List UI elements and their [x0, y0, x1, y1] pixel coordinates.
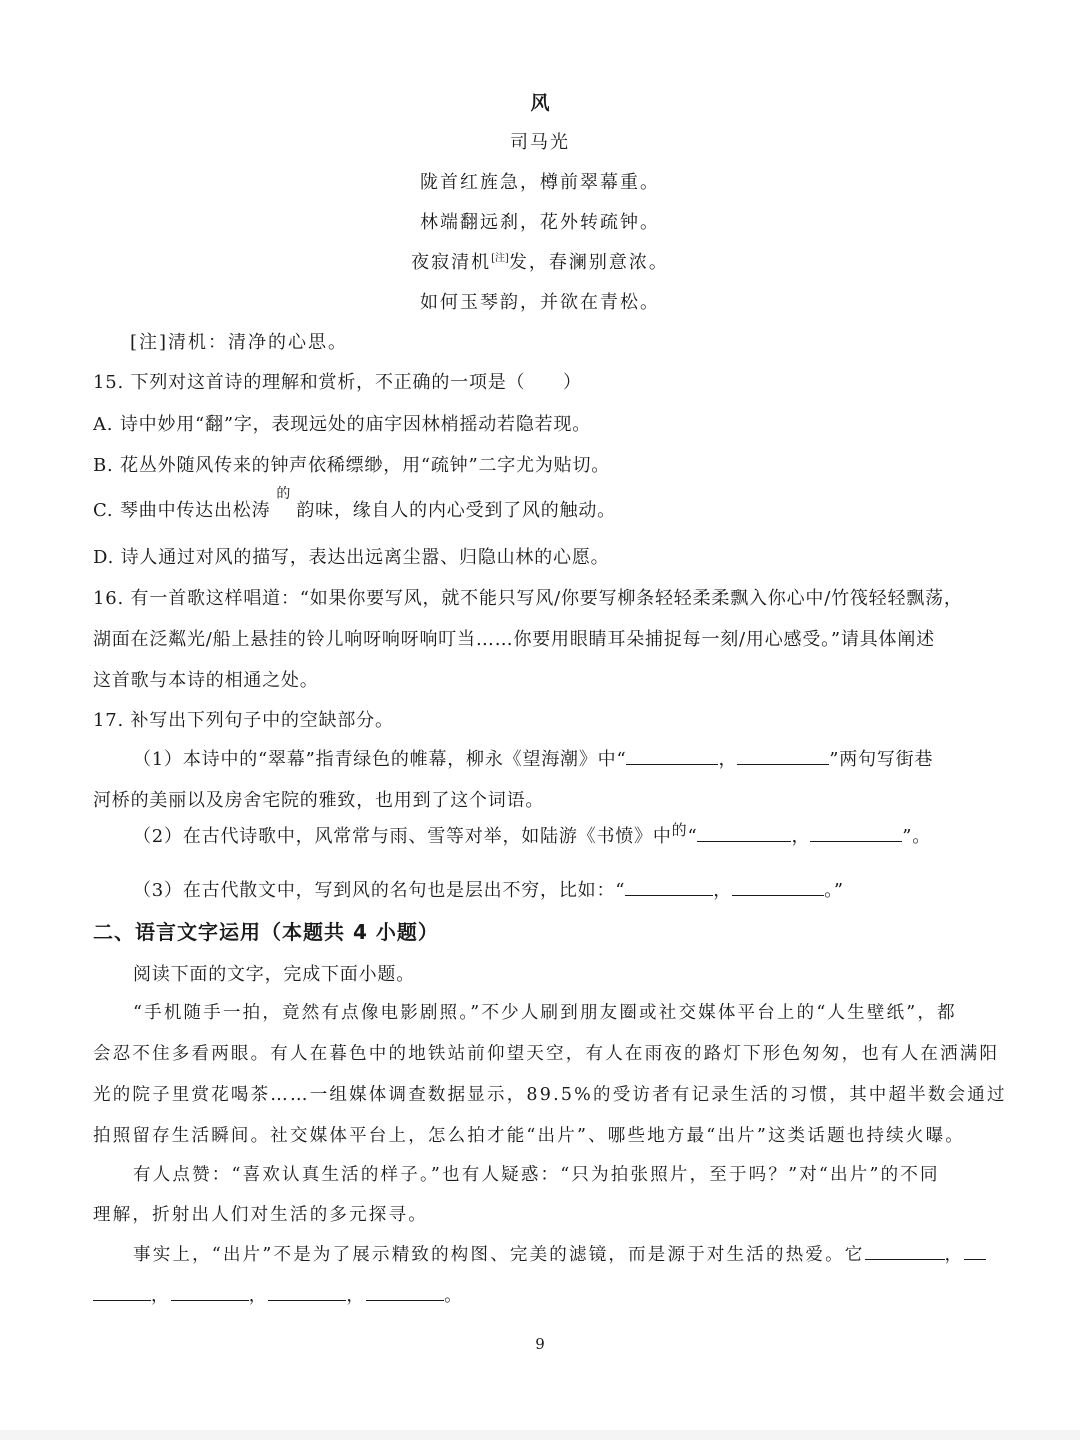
passage-p3-sep-3: ，: [346, 1286, 367, 1306]
q15-stem: 15. 下列对这首诗的理解和赏析，不正确的一项是（ ）: [93, 372, 582, 393]
q17-item-2-open: “: [687, 826, 698, 847]
q17-item-2-de: 的: [671, 821, 688, 839]
passage-blank-5[interactable]: [366, 1284, 444, 1301]
poem-note-marker: [注]: [491, 253, 509, 264]
q15-option-c-part2: 韵味，缘自人的内心受到了风的触动。: [296, 500, 616, 521]
passage-p2-line-1: 有人点赞：“喜欢认真生活的样子。”也有人疑惑：“只为拍张照片，至于吗？”对“出片”的不同: [133, 1165, 940, 1185]
passage-blank-2-start[interactable]: [964, 1243, 986, 1260]
q15-option-c: [93, 486, 616, 522]
q15-option-b: B. 花丛外随风传来的钟声依稀缥缈，用“疏钟”二字尤为贴切。: [93, 455, 611, 476]
passage-p3-line-1: [133, 1241, 986, 1266]
q17-item-3: [133, 876, 844, 902]
passage-p1-line-2: 会忍不住多看两眼。有人在暮色中的地铁站前仰望天空，有人在雨夜的路灯下形色匆匆，也有人在洒满阳: [93, 1044, 1000, 1064]
poem-annotation: [注]清机：清净的心思。: [130, 332, 349, 353]
q17-blank-1a[interactable]: [626, 748, 718, 765]
q17-item-3-close: 。”: [824, 880, 844, 901]
q17-item-1-text: （1）本诗中的“翠幕”指青绿色的帷幕，柳永《望海潮》中“: [133, 749, 627, 770]
passage-p3-sep-1: ，: [151, 1286, 171, 1306]
poem-line-3-part2: 发，春澜别意浓。: [508, 252, 669, 273]
passage-p2-line-2: 理解，折射出人们对生活的多元探寻。: [93, 1205, 428, 1225]
passage-p3-sep-2: ，: [248, 1286, 269, 1306]
q17-item-2: [133, 822, 931, 848]
q15-option-a: A. 诗中妙用“翻”字，表现远处的庙宇因林梢摇动若隐若现。: [93, 414, 592, 435]
passage-blank-4[interactable]: [268, 1284, 346, 1301]
q17-item-2-text: （2）在古代诗歌中，风常常与雨、雪等对举，如陆游《书愤》中: [133, 826, 672, 847]
q17-item-1-comma: ，: [718, 749, 738, 770]
passage-p1-line-1: “手机随手一拍，竟然有点像电影剧照。”不少人刷到朋友圈或社交媒体平台上的“人生壁纸”，都: [133, 1003, 957, 1023]
q17-blank-2b[interactable]: [810, 825, 902, 842]
q17-item-3-text: （3）在古代散文中，写到风的名句也是层出不穷，比如：“: [133, 880, 626, 901]
q17-item-2-close: ”。: [902, 826, 932, 847]
q17-stem: 17. 补写出下列句子中的空缺部分。: [93, 710, 394, 731]
poem-title: 风: [530, 92, 550, 114]
q16-line-2: 湖面在泛粼光/船上悬挂的铃儿响呀响呀响叮当……你要用眼睛耳朵捕捉每一刻/用心感受。”请具体阐述: [93, 629, 935, 650]
q17-blank-3b[interactable]: [732, 879, 824, 896]
q17-item-1: [133, 745, 933, 771]
poem-line-4: 如何玉琴韵，并欲在青松。: [420, 292, 660, 313]
section-2-heading: 二、语言文字运用（本题共 4 小题）: [93, 920, 439, 944]
poem-line-1: 陇首红旌急，樽前翠幕重。: [420, 172, 660, 193]
passage-blank-1[interactable]: [865, 1243, 945, 1260]
q17-item-1-cont: 河桥的美丽以及房舍宅院的雅致，也用到了这个词语。: [93, 790, 545, 811]
q17-blank-2a[interactable]: [697, 825, 791, 842]
q16-line-1: 16. 有一首歌这样唱道：“如果你要写风，就不能只写风/你要写柳条轻轻柔柔飘入你心中/竹筏轻轻飘荡，: [93, 588, 963, 609]
q15-option-d: D. 诗人通过对风的描写，表达出远离尘嚣、归隐山林的心愿。: [93, 547, 610, 568]
page-number: 9: [535, 1335, 545, 1353]
passage-blank-3[interactable]: [171, 1284, 249, 1301]
passage-blank-2-end[interactable]: [93, 1284, 151, 1301]
section-2-intro: 阅读下面的文字，完成下面小题。: [133, 964, 415, 985]
poem-author: 司马光: [510, 132, 570, 153]
passage-p3-end: 。: [444, 1286, 464, 1306]
passage-p3-text: 事实上，“出片”不是为了展示精致的构图、完美的滤镜，而是源于对生活的热爱。它: [133, 1245, 865, 1265]
q17-blank-3a[interactable]: [625, 879, 713, 896]
poem-line-2: 林端翻远刹，花外转疏钟。: [420, 212, 660, 233]
poem-line-3-part1: 夜寂清机: [411, 252, 492, 273]
q15-option-c-de: 的: [276, 486, 291, 502]
passage-p1-line-3: 光的院子里赏花喝茶……一组媒体调查数据显示，89.5%的受访者有记录生活的习惯，其中超半数会通过: [93, 1085, 1007, 1105]
q17-item-3-comma: ，: [713, 880, 733, 901]
q17-blank-1b[interactable]: [737, 748, 829, 765]
passage-p3-comma: ，: [944, 1245, 965, 1265]
passage-p3-line-2: [93, 1282, 464, 1307]
poem-line-3: [0, 248, 1080, 274]
q15-option-c-part1: C. 琴曲中传达出松涛: [93, 500, 271, 521]
q17-item-2-comma: ，: [791, 826, 811, 847]
passage-p1-line-4: 拍照留存生活瞬间。社交媒体平台上，怎么拍才能“出片”、哪些地方最“出片”这类话题也持续火曝。: [93, 1126, 965, 1146]
q16-line-3: 这首歌与本诗的相通之处。: [93, 670, 319, 691]
q17-item-1-tail: ”两句写街巷: [829, 749, 934, 770]
page-bottom-edge: [0, 1430, 1080, 1440]
